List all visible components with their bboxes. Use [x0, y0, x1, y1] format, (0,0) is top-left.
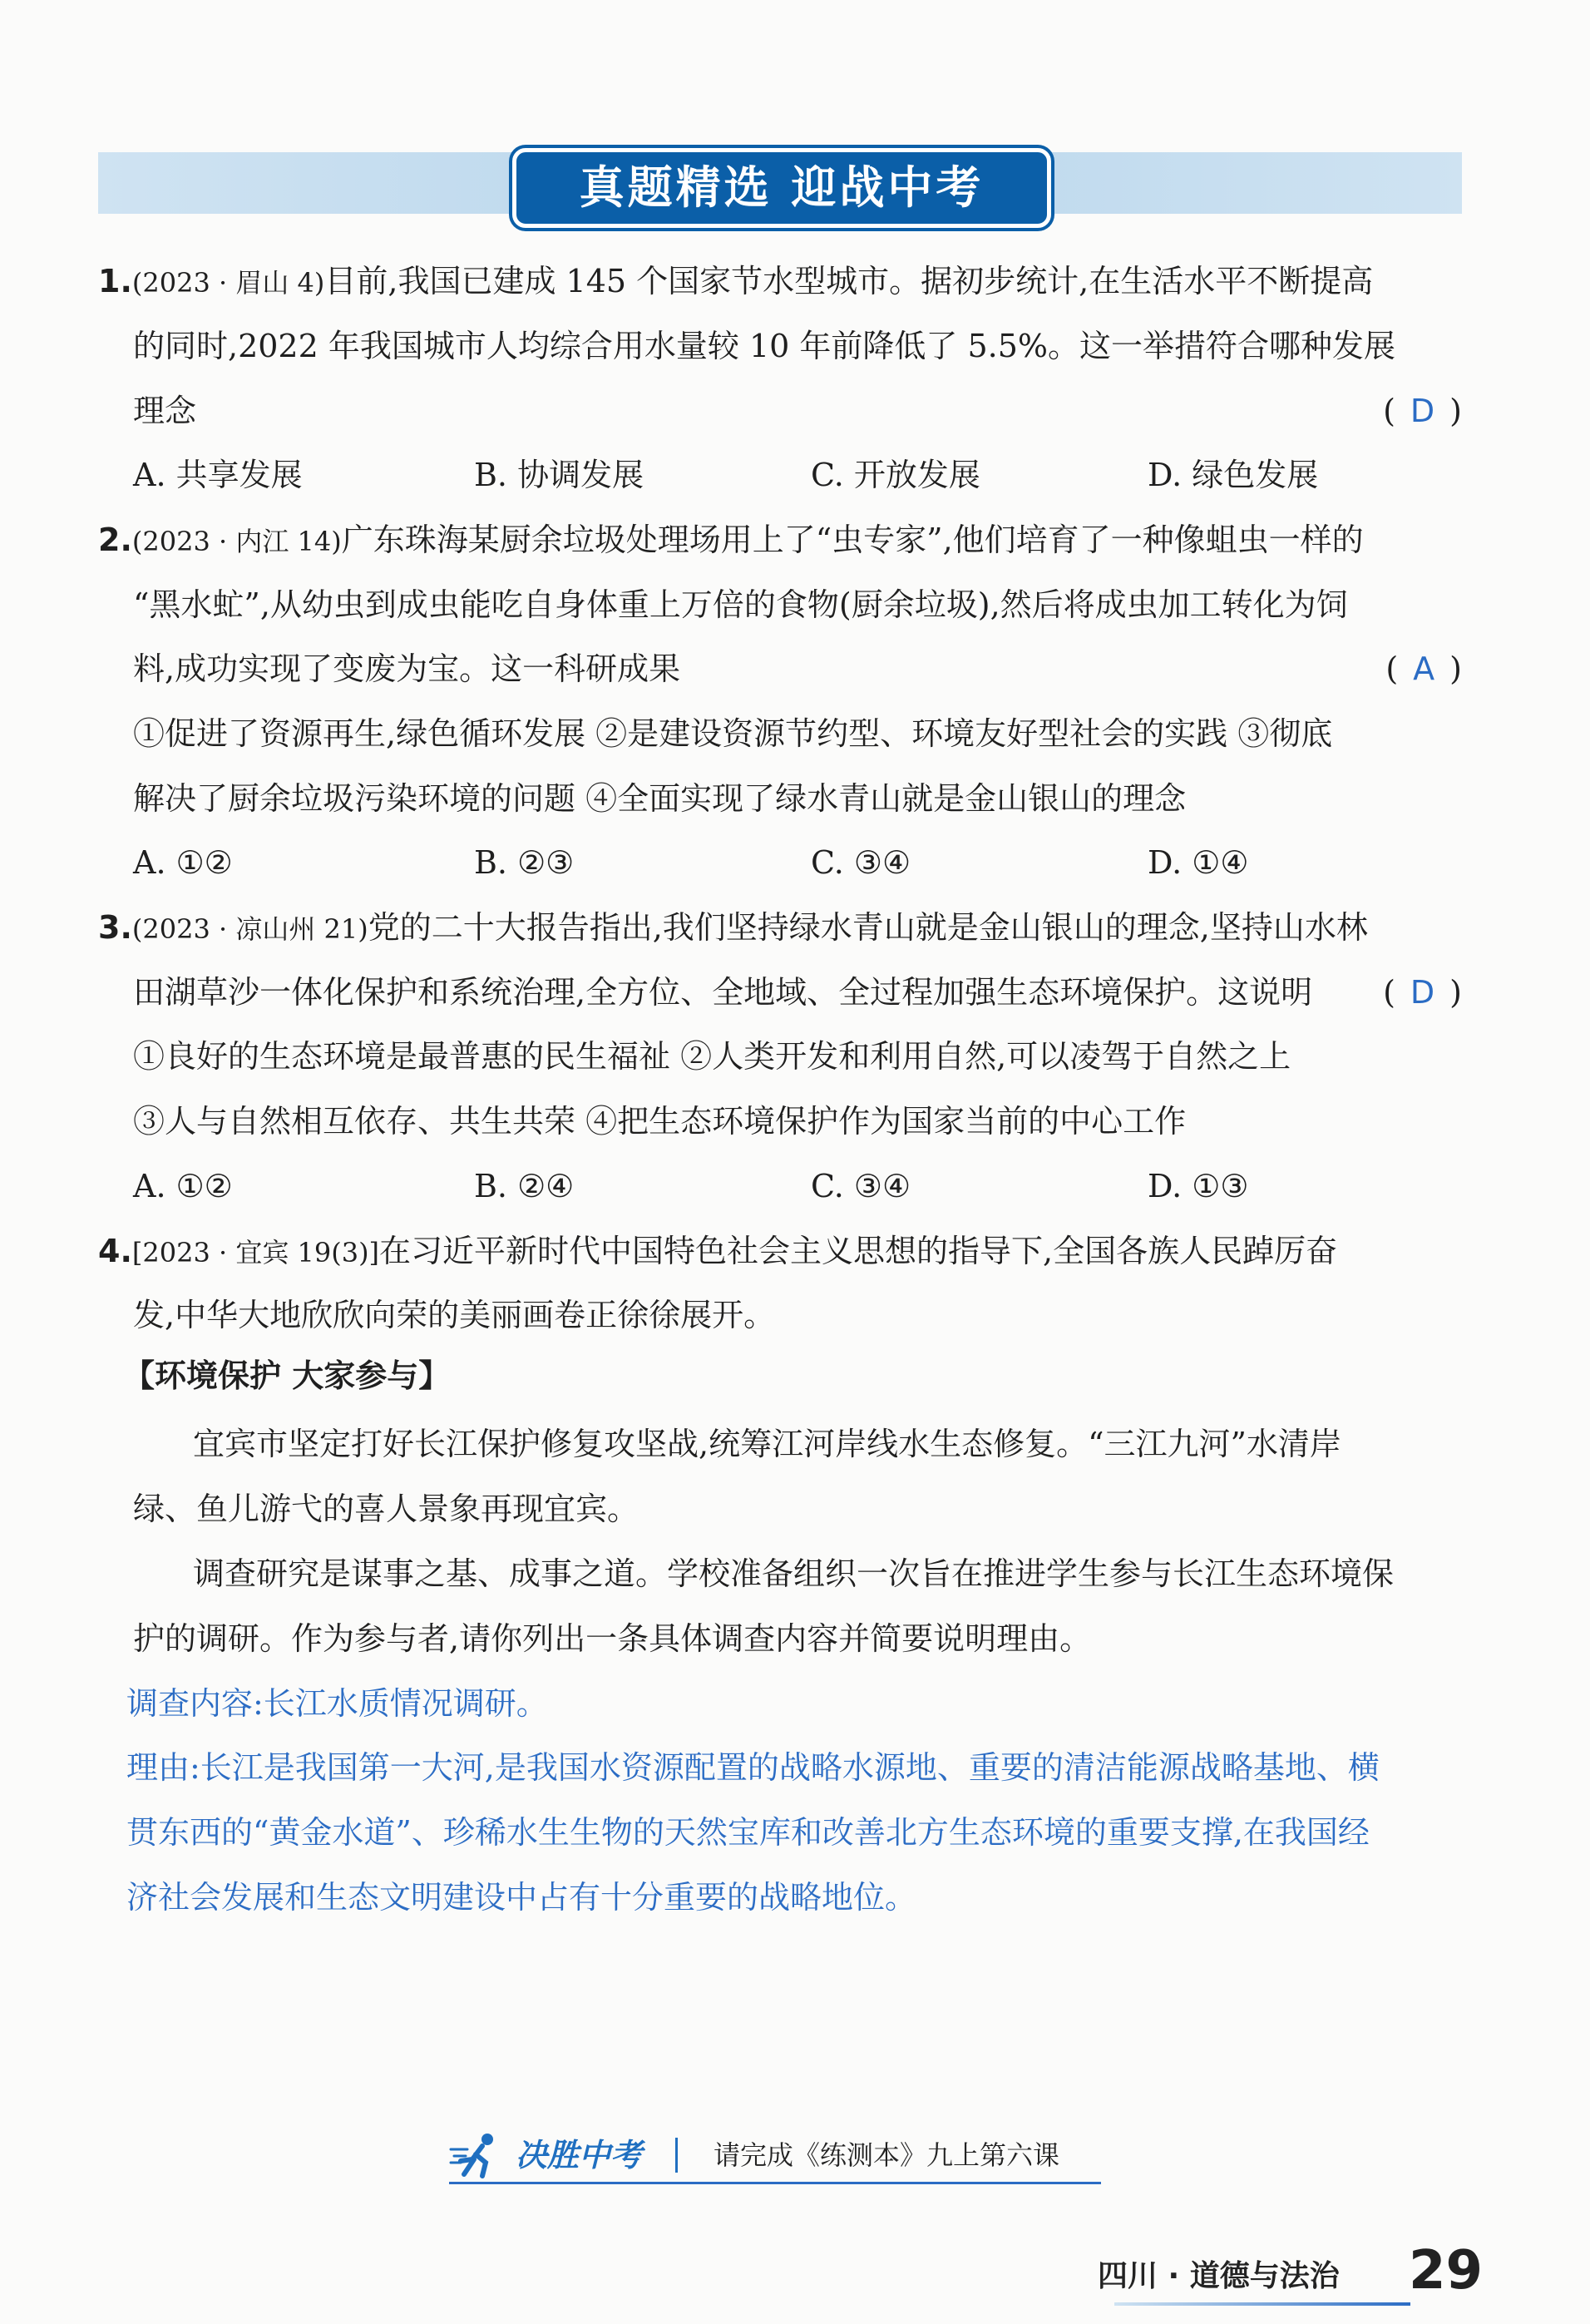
q3-option-d: D. ①③ [1148, 1168, 1249, 1204]
q1-option-c: C. 开放发展 [811, 457, 980, 493]
q1-option-d: D. 绿色发展 [1148, 457, 1319, 493]
q3-line1: 3.(2023 · 凉山州 21)党的二十大报告指出,我们坚持绿水青山就是金山银山的理念,坚持山水林 [98, 909, 1368, 946]
q3-option-b: B. ②④ [474, 1168, 575, 1204]
q1-number: 1. [98, 263, 132, 299]
q1-answer-bracket: ( D ) [1383, 393, 1462, 429]
q3-answer-bracket: ( D ) [1383, 974, 1462, 1011]
q2-option-a: A. ①② [133, 844, 233, 881]
q4-paragraph2-b: 护的调研。作为参与者,请你列出一条具体调查内容并简要说明理由。 [133, 1620, 1092, 1657]
footer-logo: 决胜中考 [516, 2137, 643, 2173]
footer-subject: 四川 · 道德与法治 [1098, 2259, 1340, 2293]
q1-line1: 1.(2023 · 眉山 4)目前,我国已建成 145 个国家节水型城市。据初步统计,在生活水平不断提高 [98, 263, 1374, 299]
q1-source: (2023 · 眉山 4) [131, 267, 325, 299]
q2-answer-bracket: ( A ) [1385, 650, 1462, 687]
q2-option-b: B. ②③ [474, 844, 575, 881]
q3-line2: 田湖草沙一体化保护和系统治理,全方位、全地域、全过程加强生态环境保护。这说明 ( D ) [133, 974, 1462, 1011]
q3-statements-1: ①良好的生态环境是最普惠的民生福祉 ②人类开发和利用自然,可以凌驾于自然之上 [133, 1038, 1291, 1075]
q1-line2: 的同时,2022 年我国城市人均综合用水量较 10 年前降低了 5.5%。这一举措符合哪种发展 [133, 328, 1395, 364]
q2-line3: 料,成功实现了变废为宝。这一科研成果 ( A ) [133, 650, 1462, 687]
q4-section-heading: 【环境保护 大家参与】 [123, 1357, 451, 1394]
q4-line1: 4.[2023 · 宜宾 19(3)]在习近平新时代中国特色社会主义思想的指导下,全国各族人民踔厉奋 [98, 1233, 1338, 1269]
q3-statements-2: ③人与自然相互依存、共生共荣 ④把生态环境保护作为国家当前的中心工作 [133, 1103, 1187, 1140]
q4-answer-content: 调查内容:长江水质情况调研。 [126, 1685, 548, 1722]
q3-option-a: A. ①② [133, 1168, 233, 1204]
footer-subject-underline [1114, 2302, 1410, 2306]
q3-answer: D [1410, 974, 1435, 1011]
q4-paragraph2-a: 调查研究是谋事之基、成事之道。学校准备组织一次旨在推进学生参与长江生态环境保 [193, 1555, 1395, 1592]
page-number: 29 [1409, 2240, 1484, 2302]
banner-title: 真题精选 迎战中考 [512, 148, 1051, 228]
q2-line2: “黑水虻”,从幼虫到成虫能吃自身体重上万倍的食物(厨余垃圾),然后将成虫加工转化为饲 [133, 586, 1348, 623]
q2-statements-2: 解决了厨余垃圾污染环境的问题 ④全面实现了绿水青山就是金山银山的理念 [133, 780, 1187, 817]
footer-divider [449, 2182, 1101, 2184]
footer-task: 请完成《练测本》九上第六课 [714, 2139, 1060, 2171]
q4-answer-reason-1: 理由:长江是我国第一大河,是我国水资源配置的战略水源地、重要的清洁能源战略基地、横 [126, 1749, 1380, 1786]
q2-number: 2. [98, 522, 132, 558]
q1-answer: D [1410, 393, 1435, 429]
q2-statements-1: ①促进了资源再生,绿色循环发展 ②是建设资源节约型、环境友好型社会的实践 ③彻底 [133, 715, 1333, 752]
footer-separator [675, 2138, 678, 2173]
q3-number: 3. [98, 909, 132, 946]
q4-source: [2023 · 宜宾 19(3)] [131, 1237, 380, 1268]
q3-source: (2023 · 凉山州 21) [131, 913, 368, 945]
q1-option-a: A. 共享发展 [133, 457, 303, 493]
q4-answer-reason-2: 贯东西的“黄金水道”、珍稀水生生物的天然宝库和改善北方生态环境的重要支撑,在我国经 [126, 1814, 1370, 1851]
q2-source: (2023 · 内江 14) [131, 526, 342, 557]
q3-option-c: C. ③④ [811, 1168, 911, 1204]
q2-option-c: C. ③④ [811, 844, 911, 881]
q1-line3: 理念 ( D ) [133, 393, 1462, 429]
q4-paragraph1-a: 宜宾市坚定打好长江保护修复攻坚战,统筹江河岸线水生态修复。“三江九河”水清岸 [193, 1426, 1341, 1462]
q2-line1: 2.(2023 · 内江 14)广东珠海某厨余垃圾处理场用上了“虫专家”,他们培育了一种像蛆虫一样的 [98, 522, 1364, 558]
runner-icon [449, 2131, 507, 2181]
q2-answer: A [1413, 650, 1435, 687]
q4-number: 4. [98, 1233, 132, 1269]
q4-paragraph1-b: 绿、鱼儿游弋的喜人景象再现宜宾。 [133, 1491, 639, 1527]
q4-answer-reason-3: 济社会发展和生态文明建设中占有十分重要的战略地位。 [126, 1879, 917, 1916]
q2-option-d: D. ①④ [1148, 844, 1249, 881]
q4-line2: 发,中华大地欣欣向荣的美丽画卷正徐徐展开。 [133, 1297, 776, 1333]
q1-option-b: B. 协调发展 [474, 457, 644, 493]
